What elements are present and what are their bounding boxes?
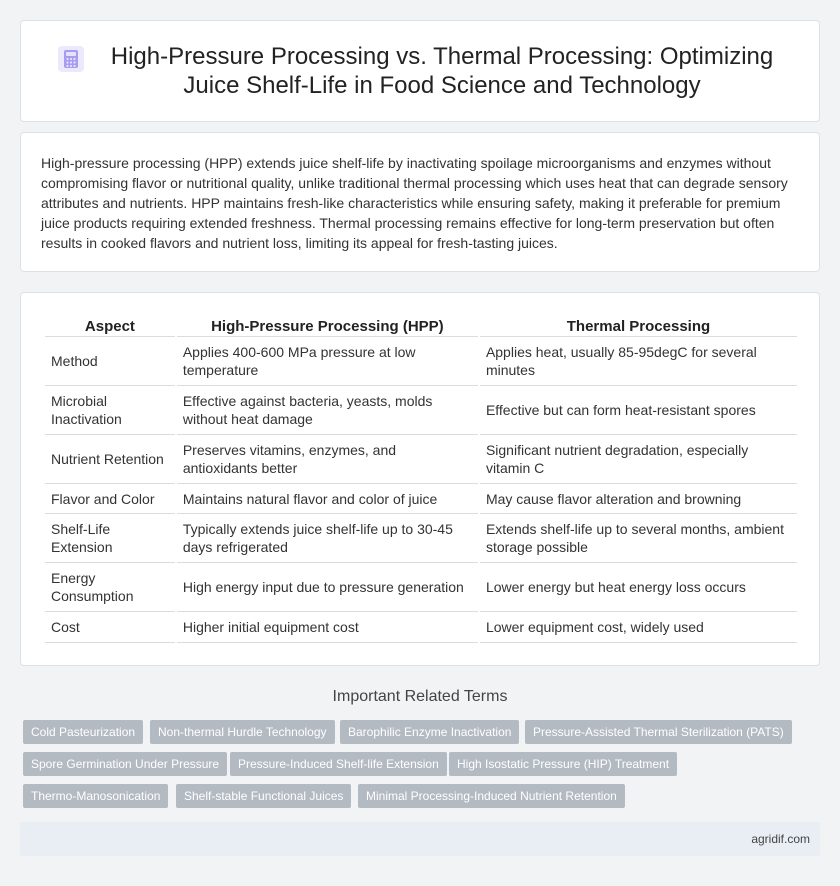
table-cell: Typically extends juice shelf-life up to 30-45 days refrigerated <box>177 514 478 563</box>
table-cell: Effective against bacteria, yeasts, molds without heat damage <box>177 386 478 435</box>
table-row <box>45 484 797 514</box>
title-card <box>20 20 820 122</box>
table-row <box>45 563 797 612</box>
related-term-tag[interactable]: Spore Germination Under Pressure <box>23 752 227 776</box>
related-term-tag[interactable]: Cold Pasteurization <box>23 720 143 744</box>
comparison-table-card <box>20 292 820 666</box>
calculator-icon <box>58 46 84 72</box>
footer-site-link[interactable]: agridif.com <box>751 832 810 846</box>
column-header: Aspect <box>45 315 175 337</box>
table-cell: Lower equipment cost, widely used <box>480 612 797 643</box>
page-title: High-Pressure Processing vs. Thermal Processing: Optimizing Juice Shelf-Life in Food Science and Technology <box>110 43 774 99</box>
table-cell: Flavor and Color <box>45 484 175 514</box>
table-cell: Extends shelf-life up to several months, ambient storage possible <box>480 514 797 563</box>
comparison-table <box>43 315 799 643</box>
table-cell: Method <box>45 337 175 386</box>
related-term-tag[interactable]: High Isostatic Pressure (HIP) Treatment <box>449 752 677 776</box>
table-row <box>45 435 797 484</box>
related-term-tag[interactable]: Barophilic Enzyme Inactivation <box>340 720 519 744</box>
footer <box>20 822 820 856</box>
table-cell: High energy input due to pressure generation <box>177 563 478 612</box>
table-cell: Effective but can form heat-resistant spores <box>480 386 797 435</box>
related-term-tag[interactable]: Pressure-Induced Shelf-life Extension <box>230 752 447 776</box>
table-cell: Significant nutrient degradation, especially vitamin C <box>480 435 797 484</box>
table-row <box>45 386 797 435</box>
related-term-tag[interactable]: Thermo-Manosonication <box>23 784 168 808</box>
table-cell: Applies 400-600 MPa pressure at low temperature <box>177 337 478 386</box>
table-cell: Shelf-Life Extension <box>45 514 175 563</box>
table-cell: Microbial Inactivation <box>45 386 175 435</box>
table-cell: Nutrient Retention <box>45 435 175 484</box>
summary-text: High-pressure processing (HPP) extends juice shelf-life by inactivating spoilage microorganisms and enzymes without compromising flavor or nutritional quality, unlike traditional thermal processing which uses heat that can degrade sensory attributes and nutrients. HPP maintains fresh-like characteristics while ensuring safety, making it preferable for premium juice products requiring extended freshness. Thermal processing remains effective for long-term preservation but often results in cooked flavors and nutrient loss, limiting its appeal for fresh-tasting juices. <box>41 155 788 251</box>
table-row <box>45 514 797 563</box>
summary-card <box>20 132 820 272</box>
table-cell: Applies heat, usually 85-95degC for several minutes <box>480 337 797 386</box>
table-cell: Energy Consumption <box>45 563 175 612</box>
related-term-tag[interactable]: Shelf-stable Functional Juices <box>176 784 351 808</box>
related-term-tag[interactable]: Pressure-Assisted Thermal Sterilization (PATS) <box>525 720 792 744</box>
column-header: Thermal Processing <box>480 315 797 337</box>
table-row <box>45 337 797 386</box>
related-term-tag[interactable]: Minimal Processing-Induced Nutrient Retention <box>358 784 625 808</box>
table-cell: Preserves vitamins, enzymes, and antioxidants better <box>177 435 478 484</box>
table-cell: Higher initial equipment cost <box>177 612 478 643</box>
column-header: High-Pressure Processing (HPP) <box>177 315 478 337</box>
table-cell: Cost <box>45 612 175 643</box>
table-cell: Maintains natural flavor and color of juice <box>177 484 478 514</box>
related-term-tag[interactable]: Non-thermal Hurdle Technology <box>150 720 335 744</box>
related-terms-title: Important Related Terms <box>332 688 508 705</box>
table-header-row <box>45 315 797 337</box>
table-cell: May cause flavor alteration and browning <box>480 484 797 514</box>
table-row <box>45 612 797 643</box>
table-cell: Lower energy but heat energy loss occurs <box>480 563 797 612</box>
